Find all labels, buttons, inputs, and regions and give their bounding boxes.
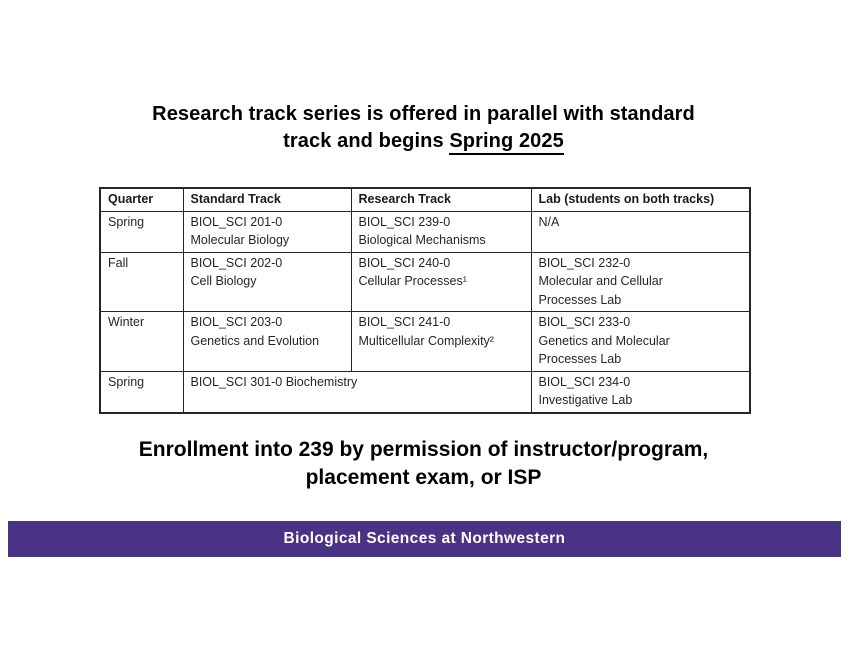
cell-research-track: [351, 211, 531, 252]
table-row-spring-2: [100, 371, 750, 413]
cell-quarter: Spring: [100, 371, 183, 413]
table-row-spring-1: [100, 211, 750, 252]
title-line-2: [0, 128, 847, 155]
cell-lab: [531, 252, 750, 312]
slide-title: [0, 101, 847, 155]
title-start-term-underlined: Spring 2025: [449, 130, 563, 155]
course-name: Cellular Processes¹: [358, 274, 467, 288]
cell-quarter: Spring: [100, 211, 183, 252]
note-line-1: Enrollment into 239 by permission of instructor/program,: [138, 438, 709, 461]
cell-standard-track: [183, 312, 351, 372]
header-cell-lab: Lab (students on both tracks): [531, 188, 750, 211]
header-cell-standard-track: Standard Track: [183, 188, 351, 211]
cell-quarter: Fall: [100, 252, 183, 312]
course-name: Molecular and Cellular: [538, 274, 663, 288]
cell-standard-track: [183, 252, 351, 312]
cell-lab: [531, 211, 750, 252]
cell-lab: [531, 371, 750, 413]
cell-quarter: Winter: [100, 312, 183, 372]
footer-banner: [8, 521, 841, 557]
course-code: BIOL_SCI 239-0: [358, 214, 451, 229]
course-code: BIOL_SCI 240-0: [358, 255, 451, 270]
table-header-row: [100, 188, 750, 211]
table-row-fall: [100, 252, 750, 312]
course-name: Biological Mechanisms: [358, 233, 486, 247]
course-code: BIOL_SCI 201-0: [190, 214, 283, 229]
cell-lab: [531, 312, 750, 372]
cell-combined-tracks: [183, 371, 531, 413]
course-code: BIOL_SCI 241-0: [358, 315, 451, 329]
banner-text: Biological Sciences at Northwestern: [283, 530, 566, 547]
course-code: BIOL_SCI 233-0: [538, 315, 631, 329]
course-table: [99, 187, 751, 414]
title-line-1: Research track series is offered in parallel with standard: [152, 103, 695, 125]
course-name: Processes Lab: [538, 292, 622, 307]
title-line-2-prefix: track and begins: [283, 130, 450, 152]
course-name: Investigative Lab: [538, 393, 633, 407]
course-name: Genetics and Evolution: [190, 333, 320, 348]
table-row-winter: [100, 312, 750, 372]
course-name: Genetics and Molecular: [538, 333, 670, 348]
course-code: BIOL_SCI 234-0: [538, 374, 631, 389]
course-code-and-name: BIOL_SCI 301-0 Biochemistry: [190, 374, 358, 389]
course-name: Multicellular Complexity²: [358, 333, 494, 348]
course-code: BIOL_SCI 203-0: [190, 315, 283, 329]
header-cell-quarter: Quarter: [100, 188, 183, 211]
header-cell-research-track: Research Track: [351, 188, 531, 211]
course-code: BIOL_SCI 202-0: [190, 255, 283, 270]
course-name: Cell Biology: [190, 274, 257, 288]
note-line-2: placement exam, or ISP: [305, 466, 542, 489]
course-name: Processes Lab: [538, 352, 622, 366]
enrollment-note: [0, 436, 847, 492]
course-code: BIOL_SCI 232-0: [538, 255, 631, 270]
lab-value: N/A: [538, 214, 560, 229]
cell-standard-track: [183, 211, 351, 252]
cell-research-track: [351, 312, 531, 372]
cell-research-track: [351, 252, 531, 312]
course-name: Molecular Biology: [190, 233, 290, 247]
